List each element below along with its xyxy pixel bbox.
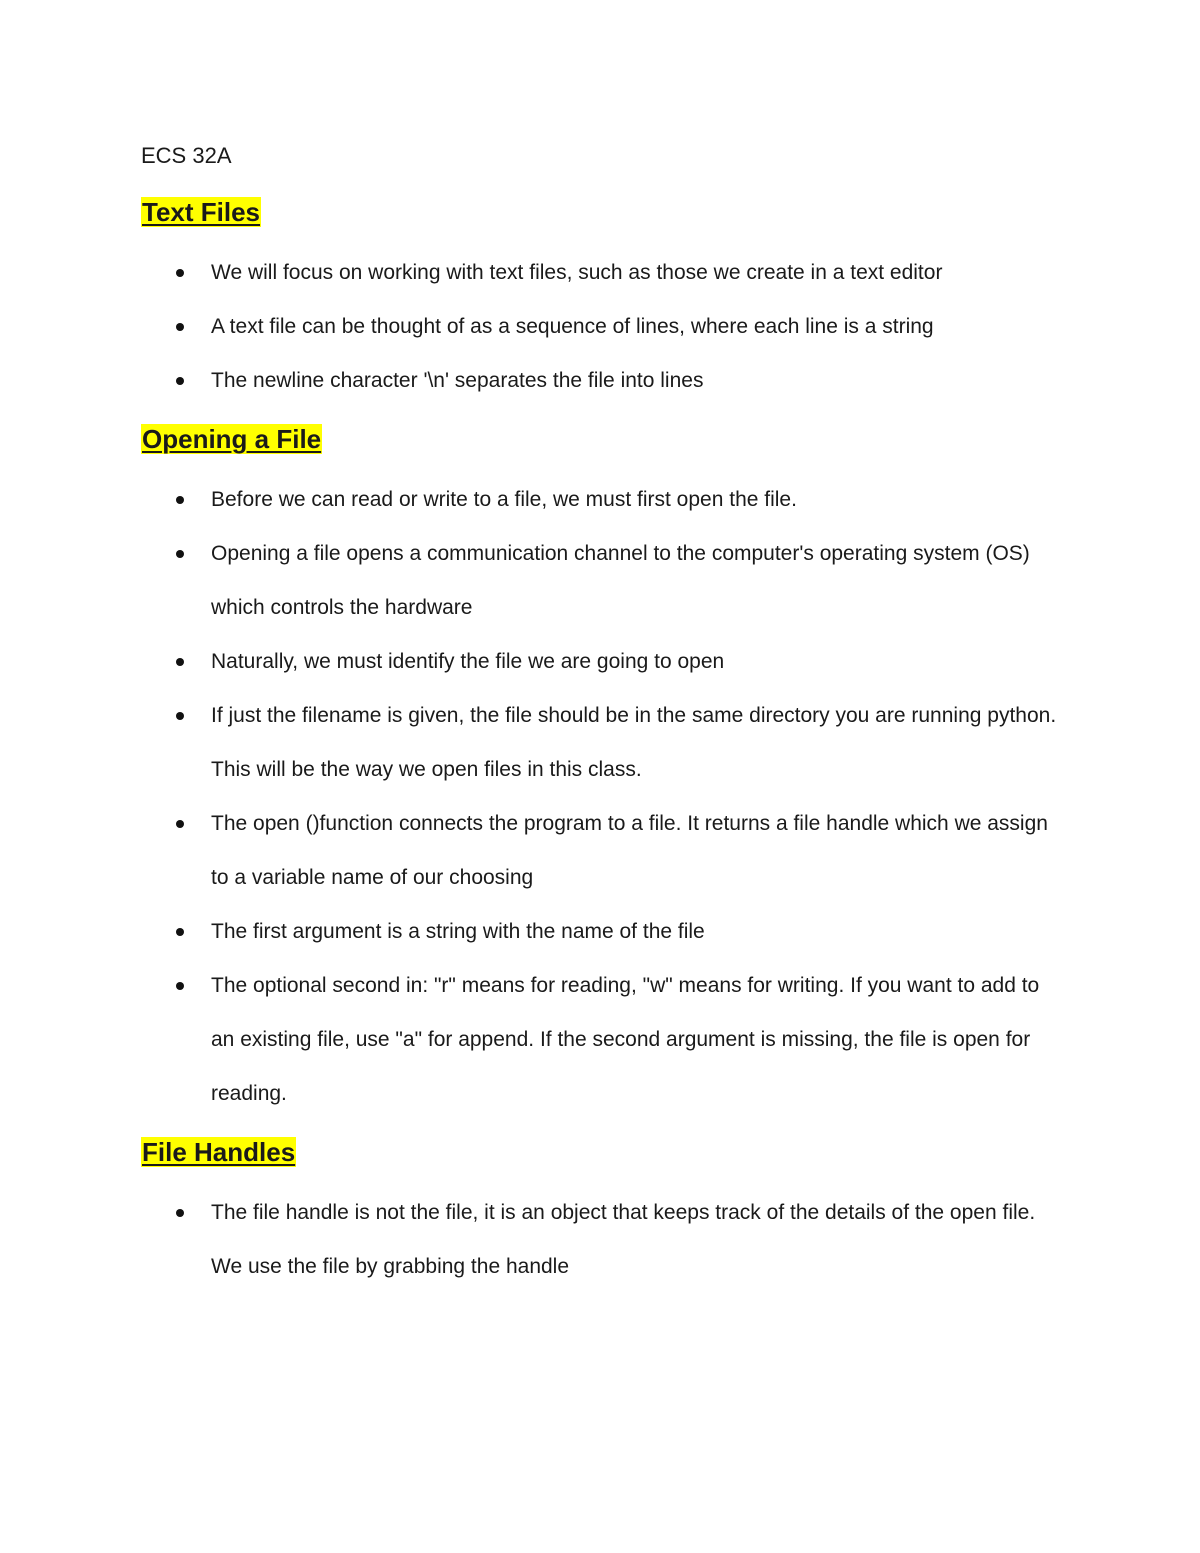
bullet-icon <box>176 820 184 828</box>
list-item <box>141 797 1061 905</box>
list-item <box>141 905 1061 959</box>
bullet-icon <box>176 712 184 720</box>
list-item <box>141 473 1061 527</box>
section-heading-file-handles <box>141 1134 1061 1170</box>
bullet-icon <box>176 1209 184 1217</box>
bullet-icon <box>176 982 184 990</box>
list-item-text: The file handle is not the file, it is an object that keeps track of the details of the open file. We use the file by grabbing the handle <box>211 1201 1036 1278</box>
list-item <box>141 354 1061 408</box>
bullet-icon <box>176 269 184 277</box>
list-item-text: Before we can read or write to a file, we must first open the file. <box>211 488 797 511</box>
list-item <box>141 300 1061 354</box>
document-content <box>141 139 1061 1307</box>
list-item <box>141 689 1061 797</box>
section-heading-label: Text Files <box>142 197 261 227</box>
list-item <box>141 246 1061 300</box>
course-title: ECS 32A <box>141 143 232 168</box>
list-item-text: The first argument is a string with the name of the file <box>211 920 705 943</box>
section-heading-label: Opening a File <box>142 424 322 454</box>
list-item-text: Naturally, we must identify the file we are going to open <box>211 650 725 673</box>
section-heading-label: File Handles <box>142 1137 296 1167</box>
list-item-text: If just the filename is given, the file should be in the same directory you are running python. This will be the way we open files in this class. <box>211 704 1057 781</box>
bullet-icon <box>176 496 184 504</box>
bullet-list <box>141 473 1061 1121</box>
bullet-icon <box>176 323 184 331</box>
list-item-text: We will focus on working with text files, such as those we create in a text editor <box>211 261 943 284</box>
list-item-text: The optional second in: "r" means for reading, "w" means for writing. If you want to add to an existing file, use "a" for append. If the second argument is missing, the file is open for reading. <box>211 974 1040 1105</box>
bullet-icon <box>176 550 184 558</box>
list-item <box>141 635 1061 689</box>
bullet-list <box>141 1186 1061 1294</box>
list-item-text: Opening a file opens a communication channel to the computer's operating system (OS) which controls the hardware <box>211 542 1030 619</box>
bullet-icon <box>176 928 184 936</box>
section-heading-opening-a-file <box>141 421 1061 457</box>
list-item <box>141 527 1061 635</box>
bullet-icon <box>176 658 184 666</box>
list-item <box>141 1186 1061 1294</box>
list-item <box>141 959 1061 1121</box>
section-heading-text-files <box>141 194 1061 230</box>
bullet-list <box>141 246 1061 408</box>
list-item-text: The open ()function connects the program to a file. It returns a file handle which we assign to a variable name of our choosing <box>211 812 1048 889</box>
list-item-text: The newline character '\n' separates the file into lines <box>211 369 704 392</box>
bullet-icon <box>176 377 184 385</box>
list-item-text: A text file can be thought of as a sequence of lines, where each line is a string <box>211 315 934 338</box>
